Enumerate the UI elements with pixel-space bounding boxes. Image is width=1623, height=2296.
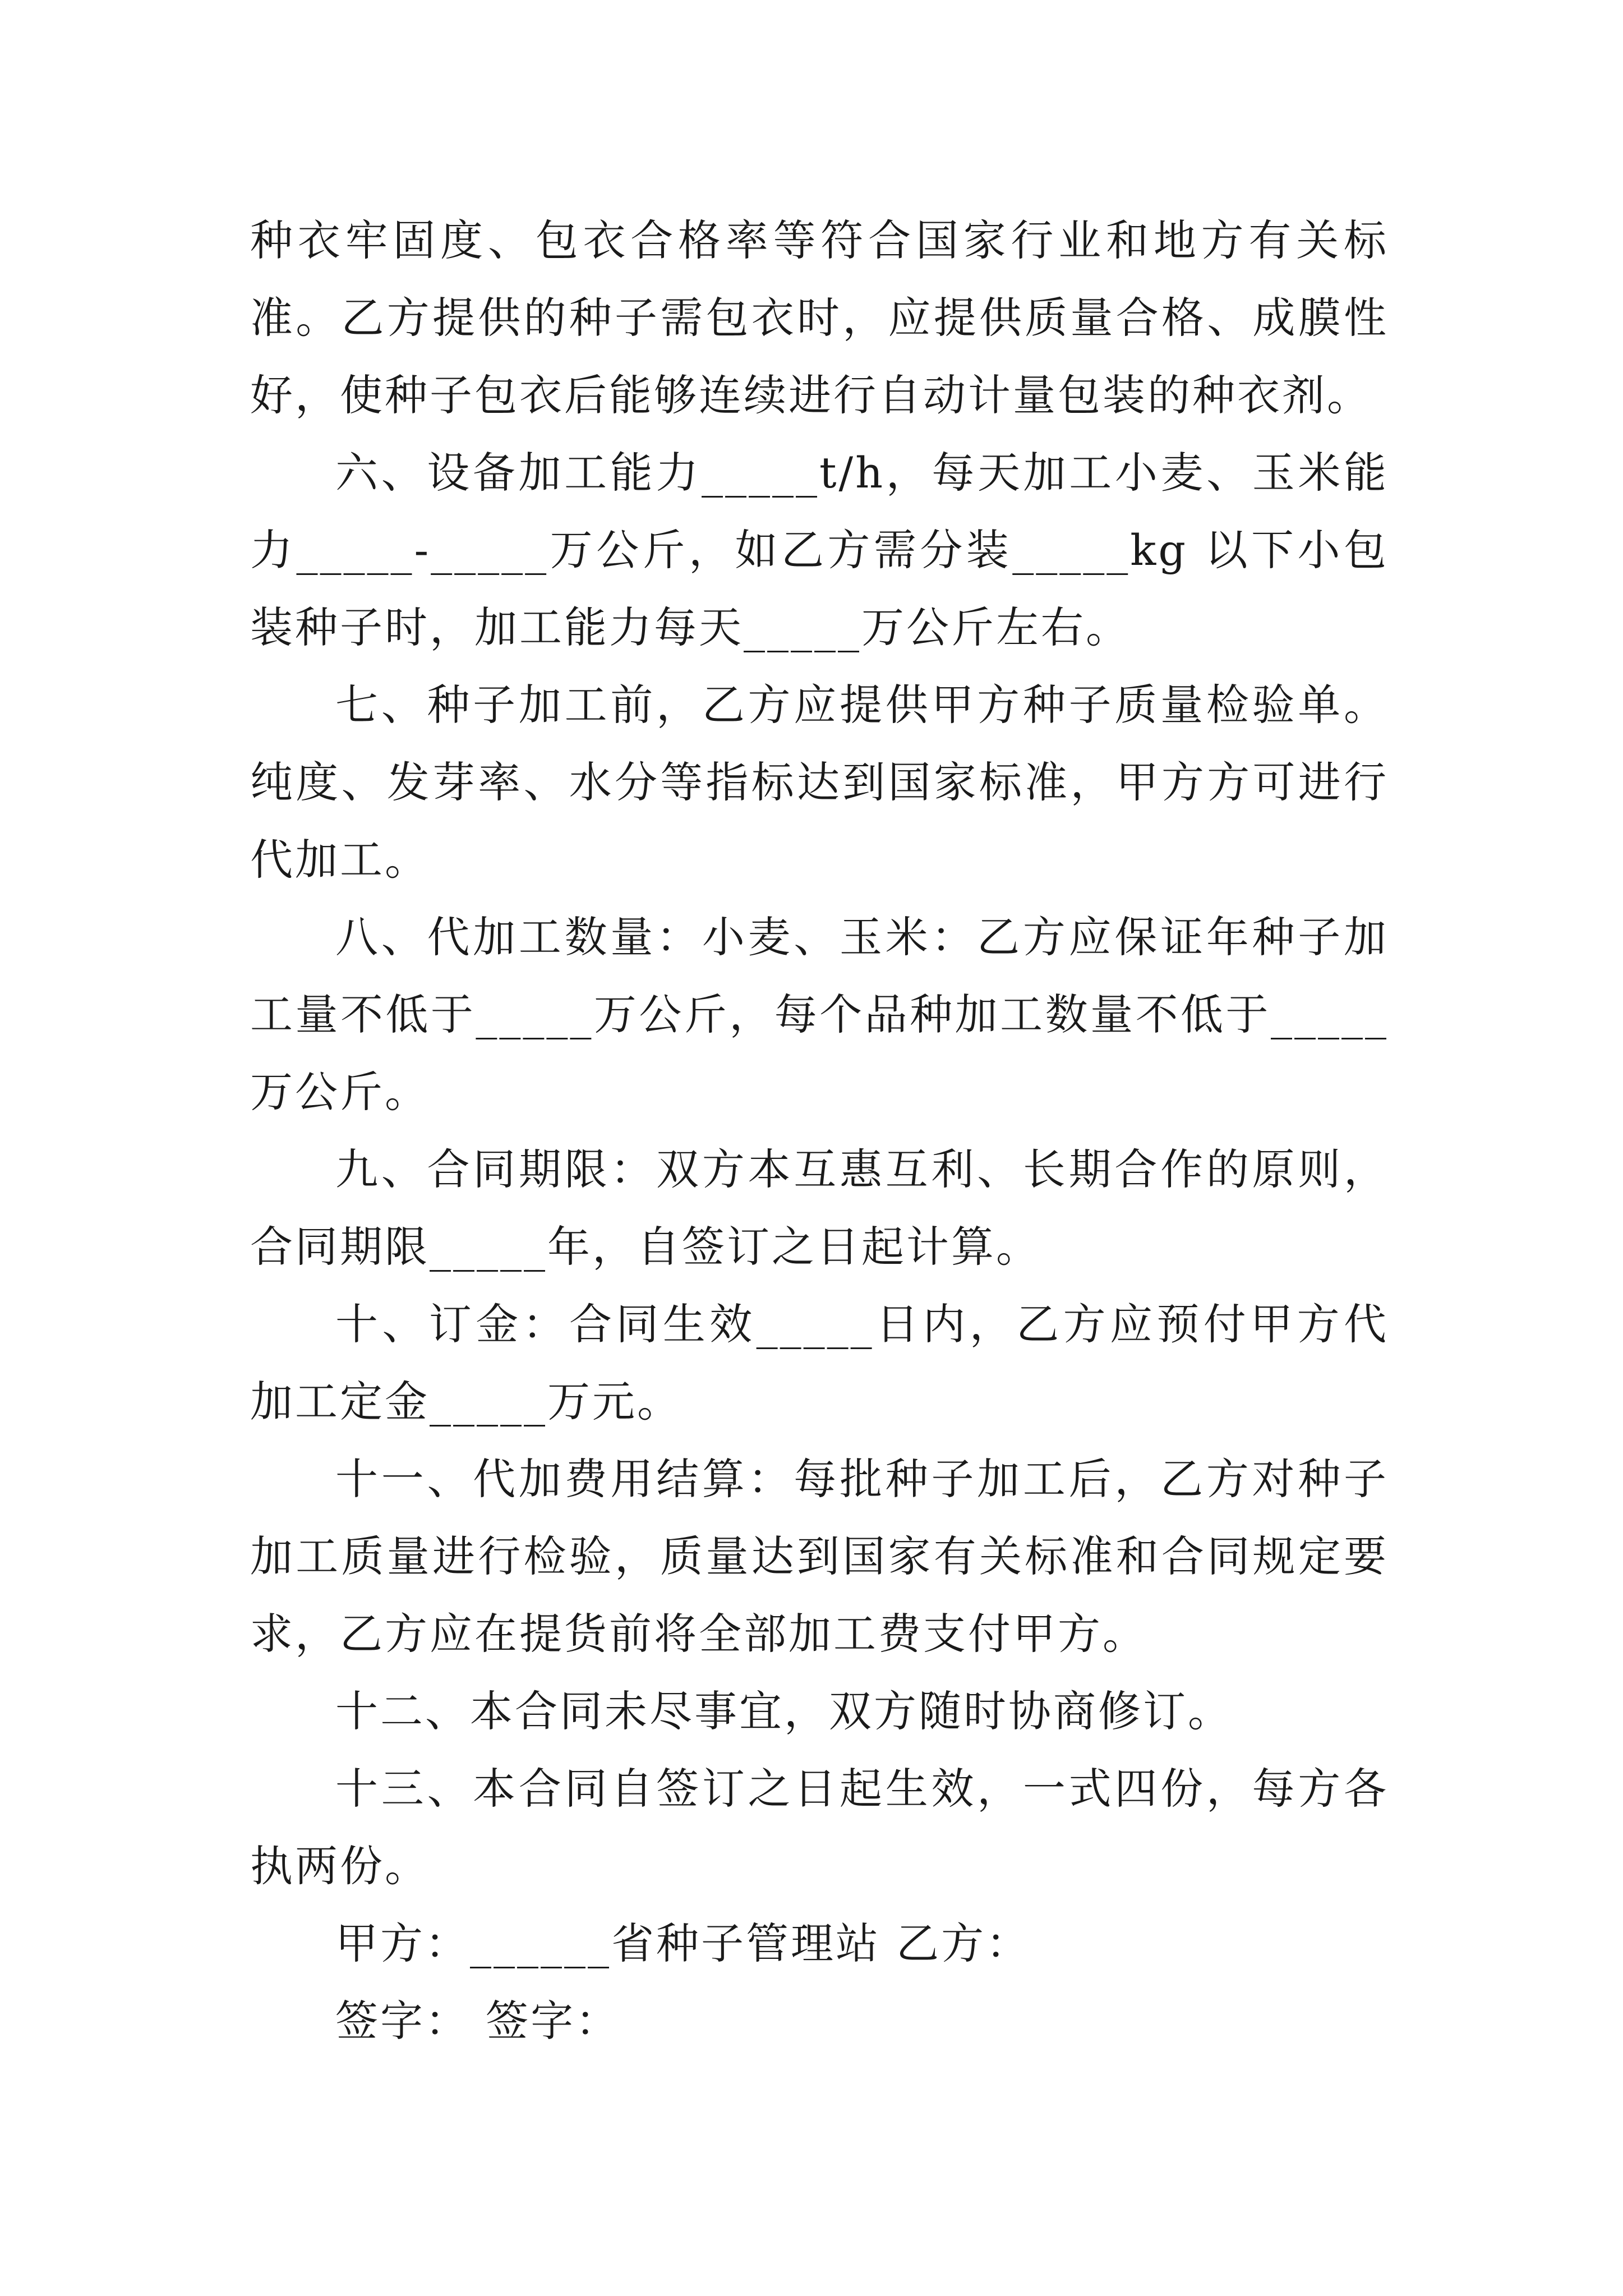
party-line: 甲方：______省种子管理站 乙方： — [335, 1918, 1031, 1968]
paragraph-coating-standards: 种衣牢固度、包衣合格率等符合国家行业和地方有关标准。乙方提供的种子需包衣时，应提供质量合格、成膜性好，使种子包衣后能够连续进行自动计量包装的种衣剂。 — [250, 215, 1389, 420]
signature-line: 签字： 签字： — [335, 1996, 621, 2046]
paragraph-clause-7-quality-inspection: 七、种子加工前，乙方应提供甲方种子质量检验单。纯度、发芽率、水分等指标达到国家标准，甲方方可进行代加工。 — [250, 680, 1389, 885]
paragraph-clause-10-deposit: 十、订金：合同生效_____日内，乙方应预付甲方代加工定金_____万元。 — [250, 1299, 1389, 1427]
paragraph-clause-9-contract-term: 九、合同期限：双方本互惠互利、长期合作的原则，合同期限_____年，自签订之日起计算。 — [250, 1144, 1389, 1272]
paragraph-clause-11-fee-settlement: 十一、代加费用结算：每批种子加工后，乙方对种子加工质量进行检验，质量达到国家有关标准和合同规定要求，乙方应在提货前将全部加工费支付甲方。 — [250, 1454, 1389, 1659]
document-page — [250, 202, 1389, 2060]
paragraph-clause-6-processing-capacity: 六、设备加工能力_____t/h，每天加工小麦、玉米能力_____-_____万公斤，如乙方需分装_____kg 以下小包装种子时，加工能力每天_____万公斤左右。 — [250, 448, 1389, 652]
paragraph-clause-13-effectiveness: 十三、本合同自签订之日起生效，一式四份，每方各执两份。 — [250, 1764, 1389, 1891]
paragraph-clause-12-amendments: 十二、本合同未尽事宜，双方随时协商修订。 — [335, 1686, 1233, 1736]
paragraph-clause-8-processing-quantity: 八、代加工数量：小麦、玉米：乙方应保证年种子加工量不低于_____万公斤，每个品种加工数量不低于_____万公斤。 — [250, 912, 1389, 1117]
